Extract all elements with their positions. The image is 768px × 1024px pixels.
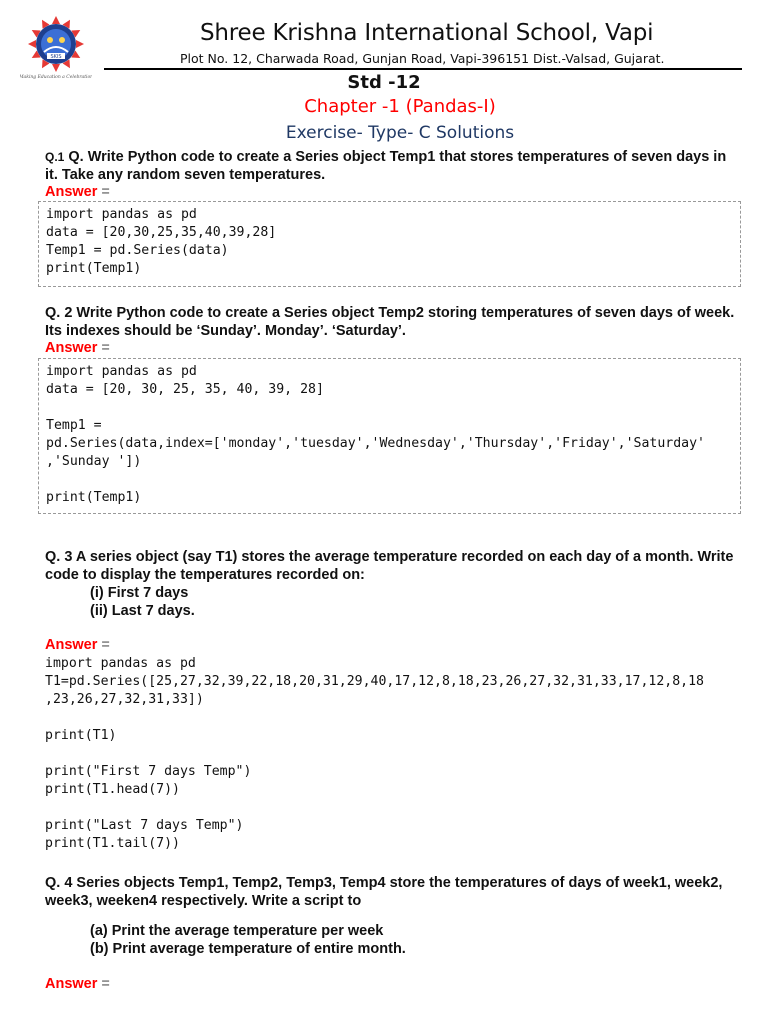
svg-text:Making Education a Celebration: Making Education a Celebration (20, 75, 92, 80)
answer-suffix: = (97, 184, 110, 200)
answer-label-4 (45, 976, 110, 992)
answer-label-2 (45, 340, 110, 356)
question-1-text: Q. Write Python code to create a Series object Temp1 that stores temperatures of seven days in it. Take any random seven temperatures. (45, 149, 727, 183)
question-4-text: Q. 4 Series objects Temp1, Temp2, Temp3, Temp4 store the temperatures of days of week1, week2, week3, weeken4 respectively. Write a script to (45, 875, 723, 909)
answer-suffix: = (97, 340, 110, 356)
question-2: Q. 2 Write Python code to create a Series object Temp2 storing temperatures of seven days of week. Its indexes should be ‘Sunday’. Monday’. ‘Saturday’. (45, 305, 735, 339)
school-logo (20, 14, 92, 80)
code-block-2 (38, 358, 741, 514)
answer-label-text: Answer (45, 637, 98, 653)
question-1-number: Q.1 (45, 150, 65, 164)
header-divider (104, 68, 742, 70)
answer-label-text: Answer (45, 340, 98, 356)
chapter-title: Chapter -1 (Pandas-I) (304, 96, 496, 117)
code-1: import pandas as pd data = [20,30,25,35,40,39,28] Temp1 = pd.Series(data) print(Temp1) (46, 207, 277, 276)
question-3 (45, 548, 735, 620)
answer-suffix: = (97, 976, 110, 992)
school-name: Shree Krishna International School, Vapi (200, 20, 654, 46)
question-3-item-2: (ii) Last 7 days. (90, 603, 195, 619)
question-1 (45, 148, 735, 184)
code-2: import pandas as pd data = [20, 30, 25, 35, 40, 39, 28] Temp1 = pd.Series(data,index=['monday','tuesday','Wednesday','Thursday','Friday','Saturday' ,'Sunday ']) print(Temp1) (46, 364, 705, 505)
question-4 (45, 874, 735, 910)
question-4-item-b: (b) Print average temperature of entire month. (90, 941, 406, 957)
question-3-item-1: (i) First 7 days (90, 585, 189, 601)
question-4-items (45, 922, 735, 958)
code-block-1 (38, 201, 741, 287)
question-3-text: Q. 3 A series object (say T1) stores the average temperature recorded on each day of a month. Write code to display the temperatures recorded on: (45, 549, 734, 583)
answer-label-1 (45, 184, 110, 200)
answer-label-text: Answer (45, 184, 98, 200)
svg-text:SKIS: SKIS (50, 54, 62, 60)
exercise-title: Exercise- Type- C Solutions (285, 123, 515, 143)
answer-label-text: Answer (45, 976, 98, 992)
std-title: Std -12 (347, 72, 421, 93)
school-address: Plot No. 12, Charwada Road, Gunjan Road, Vapi-396151 Dist.-Valsad, Gujarat. (180, 51, 665, 66)
code-3: import pandas as pd T1=pd.Series([25,27,32,39,22,18,20,31,29,40,17,12,8,18,23,26,27,32,31,33,17,12,8,18 ,23,26,27,32,31,33]) print(T1) print("First 7 days Temp") print(T1.head(7)) print("Last 7 days Temp") print(T1.tail(7)) (45, 656, 704, 851)
answer-label-3 (45, 637, 110, 653)
answer-suffix: = (97, 637, 110, 653)
code-block-3 (45, 655, 704, 853)
question-4-item-a: (a) Print the average temperature per week (90, 923, 384, 939)
